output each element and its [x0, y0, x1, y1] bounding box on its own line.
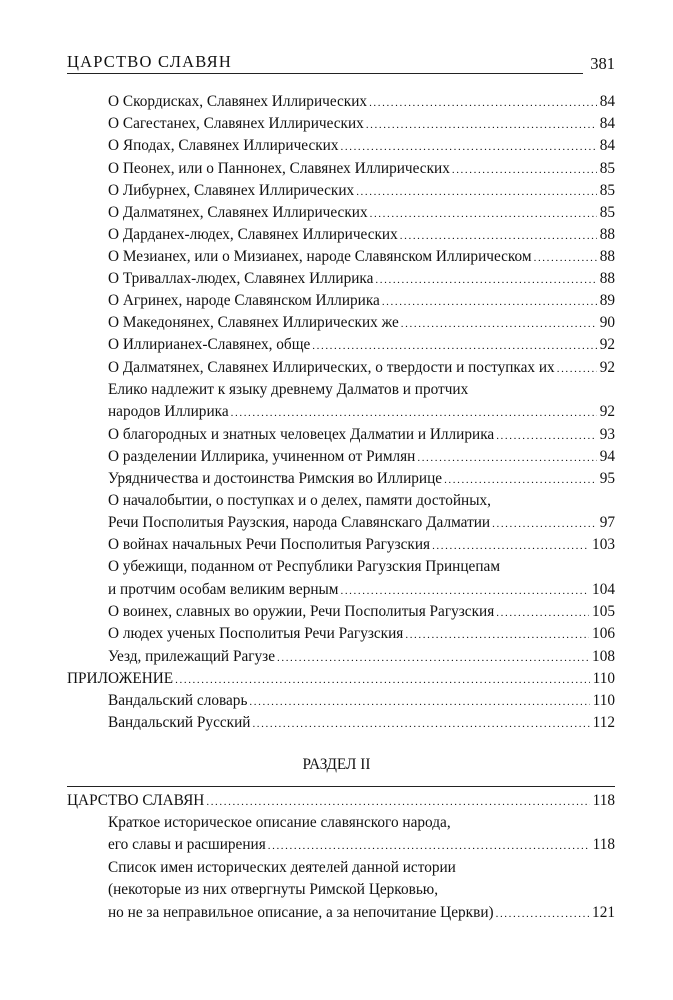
toc-entry — [108, 334, 615, 356]
dot-leader — [401, 313, 597, 335]
toc-entry-title: ЦАРСТВО СЛАВЯН — [67, 792, 205, 809]
toc-entry-page: 92 — [599, 359, 615, 376]
toc-entry-page: 108 — [592, 648, 615, 665]
toc-entry — [108, 424, 615, 446]
toc-entry-title: О воинех, славных во оружии, Речи Посполитыя Рагузския — [108, 603, 495, 620]
dot-leader — [370, 203, 597, 225]
section-rule — [67, 786, 615, 787]
toc-entry-page: 106 — [592, 625, 615, 642]
toc-entry — [108, 357, 615, 379]
toc-entry-title: О Триваллах-людех, Славянех Иллирика — [108, 270, 374, 287]
dot-leader — [557, 358, 597, 380]
dot-leader — [356, 181, 597, 203]
toc-entry-title: его славы и расширения — [108, 836, 266, 853]
toc-entry-page: 110 — [592, 692, 615, 709]
section-heading: РАЗДЕЛ II — [302, 756, 371, 773]
toc-entry-title: О благородных и знатных человецех Далматии и Иллирика — [108, 426, 495, 443]
dot-leader — [366, 114, 597, 136]
toc-entry-page: 118 — [592, 792, 615, 809]
toc-entry-title: Речи Посполитыя Раузския, народа Славянскаго Далматии — [108, 514, 491, 531]
toc-entry-appendix — [67, 668, 615, 690]
toc-entry — [108, 601, 615, 623]
toc-entry-page: 110 — [592, 670, 615, 687]
toc-entry — [108, 623, 615, 645]
toc-entry-title: О людех ученых Посполитыя Речи Рагузския — [108, 625, 404, 642]
toc-entry-title: (некоторые из них отвергнуты Римской Церковью, — [108, 881, 439, 898]
dot-leader — [417, 447, 596, 469]
toc-entry-line — [108, 379, 615, 401]
toc-entry-page: 95 — [599, 470, 615, 487]
toc-entry — [108, 468, 615, 490]
toc-entry-title: но не за неправильное описание, а за непочитание Церкви) — [108, 904, 494, 921]
toc-entry-page: 94 — [599, 448, 615, 465]
dot-leader — [444, 469, 597, 491]
toc-entry-page: 105 — [592, 603, 615, 620]
toc-entry-page: 85 — [599, 182, 615, 199]
toc-entry-title: О Дарданех-людех, Славянех Иллирических — [108, 226, 398, 243]
toc-entry-title: О Иллирианех-Славянех, обще — [108, 336, 311, 353]
toc-entry — [108, 401, 615, 423]
toc-entry — [108, 579, 615, 601]
dot-leader — [496, 602, 589, 624]
toc-entry-page: 92 — [599, 336, 615, 353]
toc-entry-title: Краткое историческое описание славянского народа, — [108, 814, 451, 831]
toc-entry-line — [108, 812, 615, 834]
toc-entry — [108, 512, 615, 534]
toc-entry — [108, 446, 615, 468]
toc-entry — [108, 268, 615, 290]
dot-leader — [231, 402, 597, 424]
toc-entry-page: 85 — [599, 160, 615, 177]
toc-entry — [108, 202, 615, 224]
dot-leader — [249, 691, 589, 713]
toc-entry-line — [108, 556, 615, 578]
dot-leader — [341, 136, 597, 158]
toc-entry-page: 84 — [599, 93, 615, 110]
header-rule — [67, 73, 583, 74]
toc-entry-line — [108, 879, 615, 901]
toc-entry-title: О убежищи, поданном от Республики Рагузския Принцепам — [108, 558, 501, 575]
dot-leader — [312, 335, 596, 357]
toc-entry-page: 88 — [599, 248, 615, 265]
toc-entry — [108, 690, 615, 712]
toc-entry — [108, 180, 615, 202]
toc-entry-title: О Далматянех, Славянех Иллирических, о твердости и поступках их — [108, 359, 555, 376]
toc-entry-title: ПРИЛОЖЕНИЕ — [67, 670, 174, 687]
toc-entry-title: О Скордисках, Славянех Иллирических — [108, 93, 368, 110]
toc-entry-title: О Далматянех, Славянех Иллирических — [108, 204, 368, 221]
toc-entry-page: 118 — [592, 836, 615, 853]
toc-entry-title: народов Иллирика — [108, 403, 229, 420]
dot-leader — [382, 291, 597, 313]
toc-entry-page: 103 — [592, 536, 615, 553]
dot-leader — [206, 791, 589, 813]
toc-entry-page: 90 — [599, 314, 615, 331]
toc-entry-page: 97 — [599, 514, 615, 531]
dot-leader — [400, 225, 597, 247]
toc-entry-page: 112 — [592, 714, 615, 731]
running-header — [67, 52, 615, 76]
toc-entry-title: О Македонянех, Славянех Иллирических же — [108, 314, 399, 331]
dot-leader — [405, 624, 589, 646]
toc-entry-page: 89 — [599, 292, 615, 309]
toc-entry-title: О Яподах, Славянех Иллирических — [108, 137, 339, 154]
toc-entry-page: 93 — [599, 426, 615, 443]
toc-entry — [108, 224, 615, 246]
toc-entry — [108, 712, 615, 734]
dot-leader — [496, 425, 597, 447]
dot-leader — [375, 269, 596, 291]
toc-entry — [108, 290, 615, 312]
toc-entry-title: О Пеонех, или о Паннонех, Славянех Иллирических — [108, 160, 450, 177]
dot-leader — [252, 713, 589, 735]
dot-leader — [175, 669, 589, 691]
toc-entry — [108, 312, 615, 334]
toc-entry-page: 121 — [592, 904, 615, 921]
toc-entry-page: 85 — [599, 204, 615, 221]
toc-entry-title: Вандальский словарь — [108, 692, 248, 709]
toc-entry-title: Урядничества и достоинства Римския во Иллирице — [108, 470, 443, 487]
toc-entry-page: 92 — [599, 403, 615, 420]
toc-entry-title: О Либурнех, Славянех Иллирических — [108, 182, 355, 199]
dot-leader — [340, 580, 589, 602]
toc-entry — [108, 158, 615, 180]
dot-leader — [369, 92, 597, 114]
page-number: 381 — [590, 54, 615, 73]
toc-entry-title: О началобытии, о поступках и о делех, памяти достойных, — [108, 492, 491, 509]
toc-entry-title: О Мезианех, или о Мизианех, народе Славянском Иллирическом — [108, 248, 532, 265]
toc-entry-page: 84 — [599, 137, 615, 154]
toc-entry-title: О Агринех, народе Славянском Иллирика — [108, 292, 380, 309]
toc-entry-line — [108, 490, 615, 512]
dot-leader — [277, 647, 589, 669]
dot-leader — [452, 159, 597, 181]
toc-entry-title: и протчим особам великим верным — [108, 581, 339, 598]
toc-entry-page: 88 — [599, 270, 615, 287]
toc-entry-title: Вандальский Русский — [108, 714, 251, 731]
toc-entry-page: 88 — [599, 226, 615, 243]
toc-entry — [108, 135, 615, 157]
dot-leader — [534, 247, 597, 269]
toc-entry — [108, 534, 615, 556]
dot-leader — [496, 903, 589, 925]
toc-entry — [108, 902, 615, 924]
toc-entry-section — [67, 790, 615, 812]
toc-entry-title: Список имен исторических деятелей данной истории — [108, 859, 456, 876]
toc-entry — [108, 91, 615, 113]
dot-leader — [432, 535, 589, 557]
toc-entry-title: О Сагестанех, Славянех Иллирических — [108, 115, 364, 132]
toc-entry-line — [108, 857, 615, 879]
toc-entry-title: О войнах начальных Речи Посполитыя Рагузския — [108, 536, 431, 553]
toc-entry-page: 104 — [592, 581, 615, 598]
toc-entry-title: Уезд, прилежащий Рагузе — [108, 648, 275, 665]
toc-entry-title: О разделении Иллирика, учиненном от Римлян — [108, 448, 416, 465]
dot-leader — [268, 835, 590, 857]
toc-entry — [108, 113, 615, 135]
toc-entry — [108, 834, 615, 856]
toc-entry — [108, 646, 615, 668]
toc-entry-title: Елико надлежит к языку древнему Далматов и протчих — [108, 381, 469, 398]
dot-leader — [492, 513, 597, 535]
toc-entry-page: 84 — [599, 115, 615, 132]
running-header-title: ЦАРСТВО СЛАВЯН — [67, 52, 232, 71]
toc-entry — [108, 246, 615, 268]
